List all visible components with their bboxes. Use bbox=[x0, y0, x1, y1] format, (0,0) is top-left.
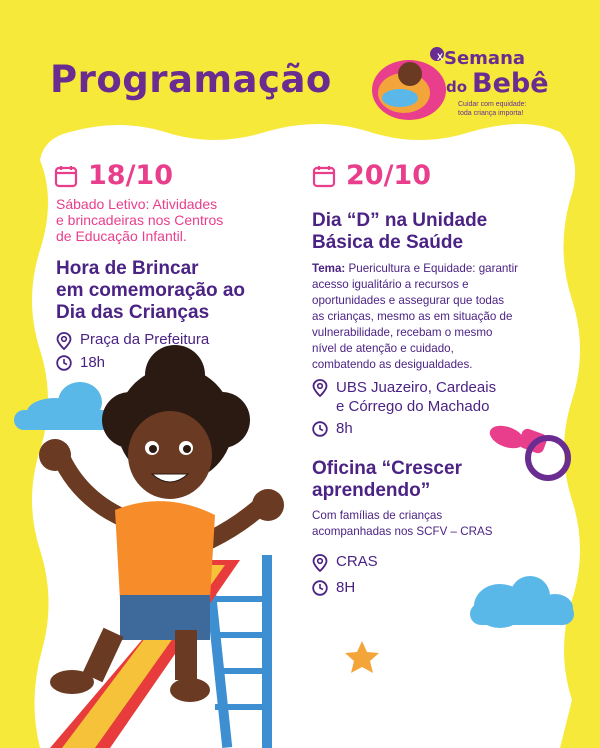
logo-line1: Semana bbox=[444, 48, 526, 69]
event1-location bbox=[312, 378, 496, 416]
logo-tagline-1: Cuidar com equidade: bbox=[458, 101, 527, 108]
event1-title-line: Básica de Saúde bbox=[312, 232, 464, 253]
location-pin-icon bbox=[56, 332, 72, 350]
event2-description bbox=[312, 508, 492, 540]
left-event-title-line: Dia das Crianças bbox=[56, 302, 210, 323]
logo-line2-prefix: do bbox=[446, 78, 468, 96]
calendar-icon bbox=[54, 164, 78, 188]
date-right bbox=[312, 160, 431, 191]
event1-description-line: vulnerabilidade, recebam o mesmo bbox=[312, 326, 493, 339]
clock-icon bbox=[312, 421, 328, 437]
calendar-icon bbox=[312, 164, 336, 188]
event1-theme-label: Tema: bbox=[312, 262, 346, 275]
event1-title-line: Dia “D” na Unidade bbox=[312, 210, 488, 231]
left-subtitle bbox=[56, 196, 223, 244]
event1-time-text: 8h bbox=[336, 420, 353, 437]
event1-description-line: as crianças, mesmo as em situação de bbox=[312, 310, 513, 323]
left-event-title-line: em comemoração ao bbox=[56, 280, 246, 301]
event2-time-text: 8H bbox=[336, 579, 356, 596]
logo-line2: Bebê bbox=[472, 68, 549, 99]
event1-description-line: oportunidades e assegurar que todas bbox=[312, 294, 505, 307]
event1-description bbox=[312, 261, 582, 373]
date-right-text: 20/10 bbox=[346, 160, 432, 191]
left-time bbox=[56, 354, 105, 371]
logo-badge: X bbox=[436, 52, 443, 62]
location-pin-icon bbox=[312, 379, 328, 397]
event1-description-line: Puericultura e Equidade: garantir bbox=[345, 262, 519, 275]
clock-icon bbox=[56, 355, 72, 371]
left-event-title bbox=[56, 258, 245, 324]
event1-description-line: nível de atenção e cuidado, bbox=[312, 342, 454, 355]
event1-time bbox=[312, 420, 353, 437]
event2-time bbox=[312, 579, 355, 596]
event2-location-text: CRAS bbox=[336, 553, 378, 570]
event2-description-line: acompanhadas nos SCFV – CRAS bbox=[312, 525, 493, 538]
location-pin-icon bbox=[312, 554, 328, 572]
left-location bbox=[56, 331, 209, 350]
date-left-text: 18/10 bbox=[88, 160, 174, 191]
event2-description-line: Com famílias de crianças bbox=[312, 509, 443, 522]
event1-title bbox=[312, 210, 487, 254]
left-time-text: 18h bbox=[80, 354, 106, 371]
left-subtitle-line: de Educação Infantil. bbox=[56, 228, 187, 244]
event2-location bbox=[312, 553, 378, 572]
left-event-title-line: Hora de Brincar bbox=[56, 258, 199, 279]
page-title: Programação bbox=[50, 58, 332, 101]
clock-icon bbox=[312, 580, 328, 596]
event1-description-line: combatendo as desigualdades. bbox=[312, 358, 473, 371]
event2-title bbox=[312, 458, 462, 502]
event1-location-line: UBS Juazeiro, Cardeais bbox=[336, 379, 497, 396]
date-left bbox=[54, 160, 173, 191]
left-location-text: Praça da Prefeitura bbox=[80, 331, 210, 348]
left-subtitle-line: e brincadeiras nos Centros bbox=[56, 212, 224, 228]
event2-title-line: aprendendo” bbox=[312, 480, 431, 501]
event2-title-line: Oficina “Crescer bbox=[312, 458, 462, 479]
event1-location-line: e Córrego do Machado bbox=[336, 398, 490, 415]
left-subtitle-line: Sábado Letivo: Atividades bbox=[56, 196, 218, 212]
logo-tagline-2: toda criança importa! bbox=[458, 110, 524, 117]
logo bbox=[428, 48, 578, 128]
event1-description-line: acesso igualitário a recursos e bbox=[312, 278, 469, 291]
